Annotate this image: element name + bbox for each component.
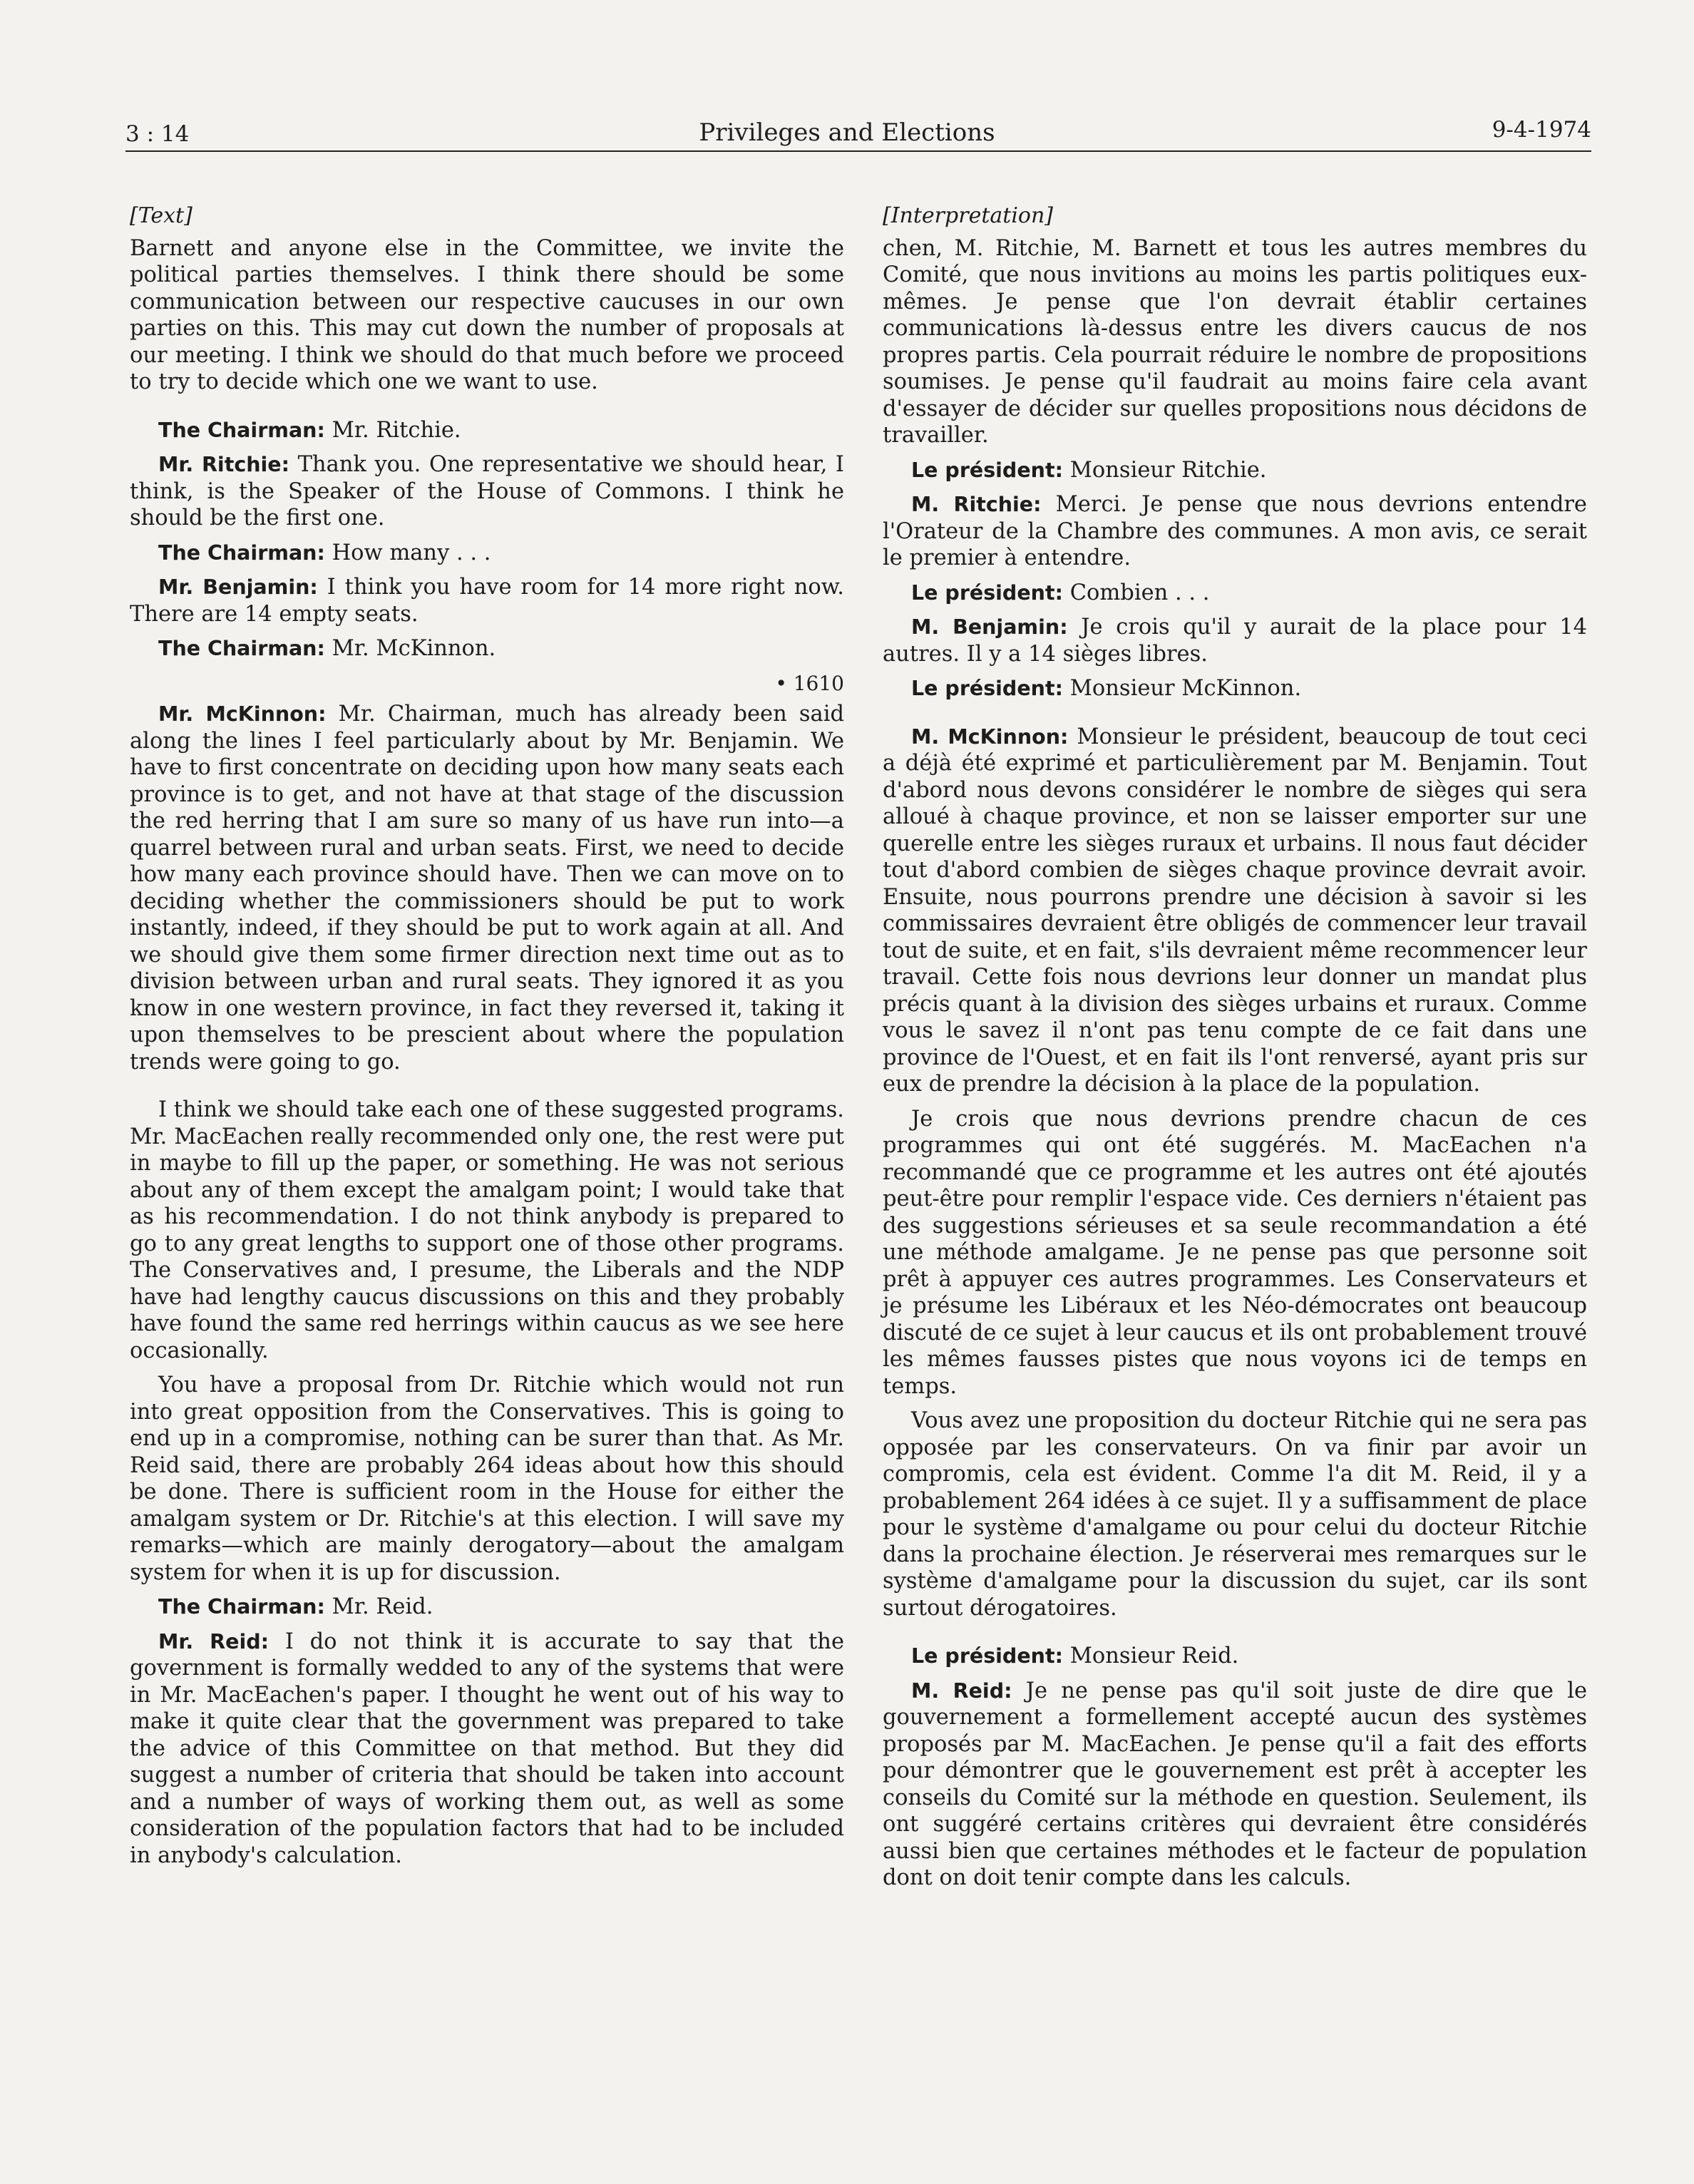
speech: [130, 417, 844, 444]
speaker: The Chairman:: [158, 418, 325, 442]
speech: [130, 540, 844, 567]
speech-text: Je crois qu'il y aurait de la place pour 14 autres. Il y a 14 sièges libres.: [883, 615, 1587, 667]
speaker: The Chairman:: [158, 1595, 325, 1619]
page-header: [0, 113, 1694, 155]
speech-text: How many . . .: [332, 540, 491, 565]
speech: [883, 614, 1587, 667]
speech-text: Monsieur McKinnon.: [1069, 676, 1302, 701]
speech-text: Combien . . .: [1069, 580, 1210, 605]
header-rule: [125, 150, 1591, 152]
speech-text: Mr. McKinnon.: [332, 636, 496, 661]
paragraph: Je crois que nous devrions prendre chacun de ces programmes qui ont été suggérés. M. MacEachen n'a recommandé que ce programme et les autres ont été ajoutés peut-être pour remplir l'espace vide. Ces derniers n'étaient pas des suggestions sérieuses et sa seule recommandation a été une méthode amalgame. Je ne pense pas que personne soit prêt à appuyer ces autres programmes. Les Conservateurs et je présume les Libéraux et les Néo-démocrates ont beaucoup discuté de ce sujet à leur caucus et ils ont probablement trouvé les mêmes fausses pistes que nous voyons ici de temps en temps.: [883, 1106, 1587, 1399]
speaker: M. Reid:: [911, 1678, 1012, 1703]
paragraph: You have a proposal from Dr. Ritchie which would not run into great opposition from the Conservatives. This is going to end up in a compromise, nothing can be surer than that. As Mr. Reid said, there are probably 264 ideas about how this should be done. There is sufficient room in the House for either the amalgam system or Dr. Ritchie's at this election. I will save my remarks—which are mainly derogatory—about the amalgam system for when it is up for discussion.: [130, 1373, 844, 1585]
speech-text: Thank you. One representative we should hear, I think, is the Speaker of the House of Commons. I think he should be the first one.: [130, 452, 844, 530]
speech-text: Mr. Reid.: [332, 1594, 433, 1619]
speech-text: Mr. Chairman, much has already been said along the lines I feel particularly about by Mr. Benjamin. We have to first concentrate on deciding upon how many seats each province is to get, and not have at that stage of the discussion the red herring that I am sure so many of us have run into—a quarrel between rural and urban seats. First, we need to decide how many each province should have. Then we can move on to deciding whether the commissioners should be put to work instantly, indeed, if they should be put to work again at all. And we should give them some firmer direction next time out as to division between urban and rural seats. They ignored it as you know in one western province, in fact they reversed it, taking it upon themselves to be prescient about where the population trends were going to go.: [130, 702, 844, 1075]
paragraph: I think we should take each one of these suggested programs. Mr. MacEachen really recommended only one, the rest were put in maybe to fill up the paper, or something. He was not serious about any of them except the amalgam point; I would take that as his recommendation. I do not think anybody is prepared to go to any great lengths to support one of those other programs. The Conservatives and, I presume, the Liberals and the NDP have had lengthy caucus discussions on this and they probably have found the same red herrings within caucus as we see here occasionally.: [130, 1097, 844, 1363]
speech-text: Monsieur Ritchie.: [1069, 457, 1267, 483]
speech: [883, 457, 1587, 484]
speaker: Mr. Reid:: [158, 1629, 270, 1654]
speech-text: I do not think it is accurate to say that the government is formally wedded to any of the systems that were in Mr. MacEachen's paper. I thought he went out of his way to make it quite clear that the government was prepared to take the advice of this Committee on that method. But they did suggest a number of criteria that should be taken into account and a number of ways of working them out, as well as some consideration of the population factors that had to be included in anybody's calculation.: [130, 1629, 844, 1868]
paragraph: Barnett and anyone else in the Committee, we invite the political parties themselves. I think there should be some communication between our respective caucuses in our own parties on this. This may cut down the number of proposals at our meeting. I think we should do that much before we proceed to try to decide which one we want to use.: [130, 235, 844, 394]
speech-text: Merci. Je pense que nous devrions entendre l'Orateur de la Chambre des communes. A mon avis, ce serait le premier à entendre.: [883, 492, 1587, 570]
page-number: 3 : 14: [125, 121, 190, 147]
speaker: M. Benjamin:: [911, 615, 1068, 639]
speaker: Le président:: [911, 580, 1063, 605]
speech: [130, 574, 844, 627]
speech: [883, 724, 1587, 1098]
speech: [130, 1629, 844, 1870]
speaker: Le président:: [911, 1644, 1063, 1668]
speech: [130, 701, 844, 1075]
speech: [883, 1678, 1587, 1892]
speech-text: Je ne pense pas qu'il soit juste de dire que le gouvernement a formellement accepté aucun des systèmes proposés par M. MacEachen. Je pense qu'il a fait des efforts pour démontrer que le gouvernement est prêt à accepter les conseils du Comité sur la méthode en question. Seulement, ils ont suggéré certains critères qui devraient être considérés aussi bien que certaines méthodes et le facteur de population dont on doit tenir compte dans les calculs.: [883, 1678, 1588, 1890]
speech: [883, 580, 1587, 607]
paragraph: Vous avez une proposition du docteur Ritchie qui ne sera pas opposée par les conservateurs. On va finir par avoir un compromis, cela est évident. Comme l'a dit M. Reid, il y a probablement 264 idées à ce sujet. Il y a suffisamment de place pour le système d'amalgame ou pour celui du docteur Ritchie dans la prochaine élection. Je réserverai mes remarques sur le système d'amalgame pour la discussion du sujet, car ils sont surtout dérogatoires.: [883, 1408, 1587, 1621]
speaker: Mr. Ritchie:: [158, 453, 289, 476]
french-column: [883, 202, 1587, 1900]
time-marker: • 1610: [775, 671, 844, 695]
speech-text: Mr. Ritchie.: [332, 417, 461, 443]
language-tag: [Interpretation]: [883, 203, 1054, 228]
speech: [883, 491, 1587, 572]
speaker: Mr. Benjamin:: [158, 575, 318, 599]
speech-text: Monsieur le président, beaucoup de tout ceci a déjà été exprimé et particulièrement par M. Benjamin. Tout d'abord nous devons considérer le nombre de sièges qui sera alloué à chaque province, et non se laisser emporter sur une querelle entre les sièges ruraux et urbains. Il nous faut décider tout d'abord combien de sièges chaque province devrait avoir. Ensuite, nous pourrons prendre une décision à savoir si les commissaires devraient être obligés de commencer leur travail tout de suite, et en fait, s'ils devraient même recommencer leur travail. Cette fois nous devrions leur donner un mandat plus précis quant à la division des sièges urbains et ruraux. Comme vous le savez il n'ont pas tenu compte de ce fait dans une province de l'Ouest, et en fait ils l'ont renversé, ayant pris sur eux de prendre la décision à la place de la population.: [883, 724, 1587, 1097]
speaker: Mr. McKinnon:: [158, 702, 327, 726]
language-tag: [Text]: [130, 203, 192, 228]
speech: [130, 1594, 844, 1621]
running-title: Privileges and Elections: [699, 118, 995, 147]
speaker: M. McKinnon:: [911, 724, 1069, 749]
speech: [883, 1643, 1587, 1670]
speech: [883, 675, 1587, 702]
speaker: Le président:: [911, 458, 1063, 482]
speech-text: I think you have room for 14 more right now. There are 14 empty seats.: [130, 575, 844, 627]
speaker: M. Ritchie:: [911, 493, 1042, 516]
speaker: Le président:: [911, 677, 1063, 700]
paragraph: chen, M. Ritchie, M. Barnett et tous les autres membres du Comité, que nous invitions au moins les partis politiques eux-mêmes. Je pense que l'on devrait établir certaines communications là-dessus entre les divers caucus de nos propres partis. Cela pourrait réduire le nombre de propositions soumises. Je pense qu'il faudrait au moins faire cela avant d'essayer de décider sur quelles propositions nous décidons de travailler.: [883, 235, 1587, 448]
speaker: The Chairman:: [158, 540, 325, 565]
page-date: 9-4-1974: [1492, 117, 1591, 143]
speech: [130, 451, 844, 532]
speaker: The Chairman:: [158, 637, 325, 660]
english-column: [130, 202, 844, 1877]
speech: [130, 635, 844, 662]
speech-text: Monsieur Reid.: [1069, 1644, 1239, 1668]
